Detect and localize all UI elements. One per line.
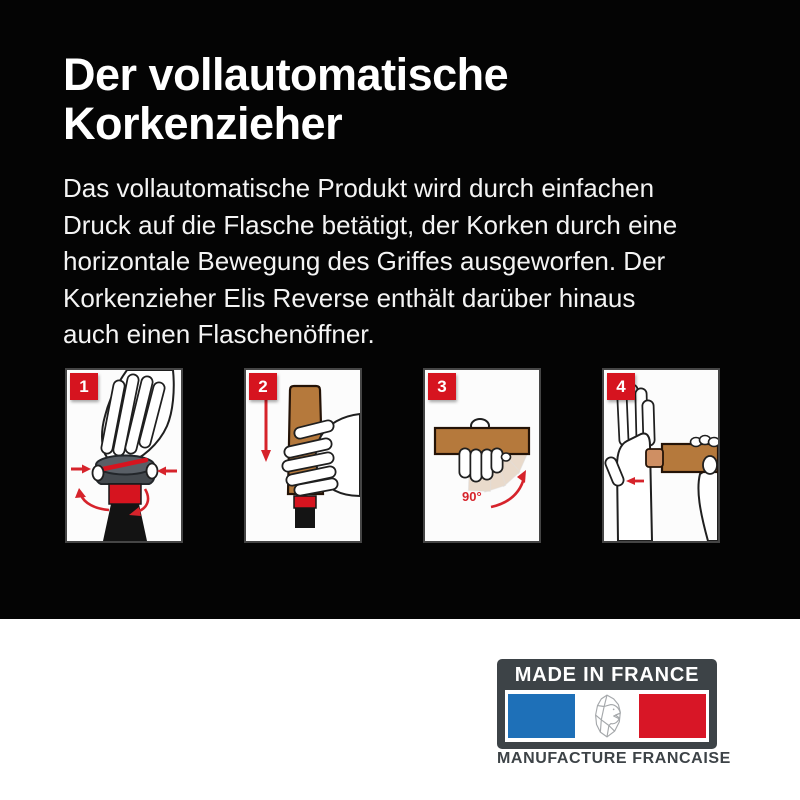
description-line: auch einen Flaschenöffner.: [63, 319, 375, 349]
step-number-badge: 4: [607, 373, 635, 400]
step-card-2: [244, 368, 362, 543]
made-in-france-badge: [497, 659, 717, 749]
step-number-badge: 3: [428, 373, 456, 400]
manufacture-francaise-label: MANUFACTURE FRANCAISE: [497, 750, 731, 767]
flag-blue-stripe: [508, 694, 575, 738]
flag-red-stripe: [639, 694, 706, 738]
page-title: [63, 50, 508, 148]
step-card-3: [423, 368, 541, 543]
description-line: Das vollautomatische Produkt wird durch einfachen: [63, 173, 655, 203]
description-line: Korkenzieher Elis Reverse enthält darüber hinaus: [63, 282, 636, 313]
rotation-angle-label: 90°: [462, 489, 482, 504]
instruction-steps: [65, 368, 720, 543]
product-description: [63, 170, 677, 353]
step-number-badge: 1: [70, 373, 98, 400]
page-title-line-2: Korkenzieher: [63, 98, 343, 150]
description-line: horizontale Bewegung des Griffes ausgeworfen. Der: [63, 246, 666, 276]
lion-head-icon: [588, 693, 626, 739]
description-line: Druck auf die Flasche betätigt, der Korken durch eine: [63, 209, 678, 240]
step-number-badge: 2: [249, 373, 277, 400]
page-title-line-1: Der vollautomatische: [63, 49, 509, 101]
french-flag-icon: [505, 690, 709, 742]
made-in-france-title: MADE IN FRANCE: [514, 664, 700, 686]
step-card-4: [602, 368, 720, 543]
step-card-1: [65, 368, 183, 543]
